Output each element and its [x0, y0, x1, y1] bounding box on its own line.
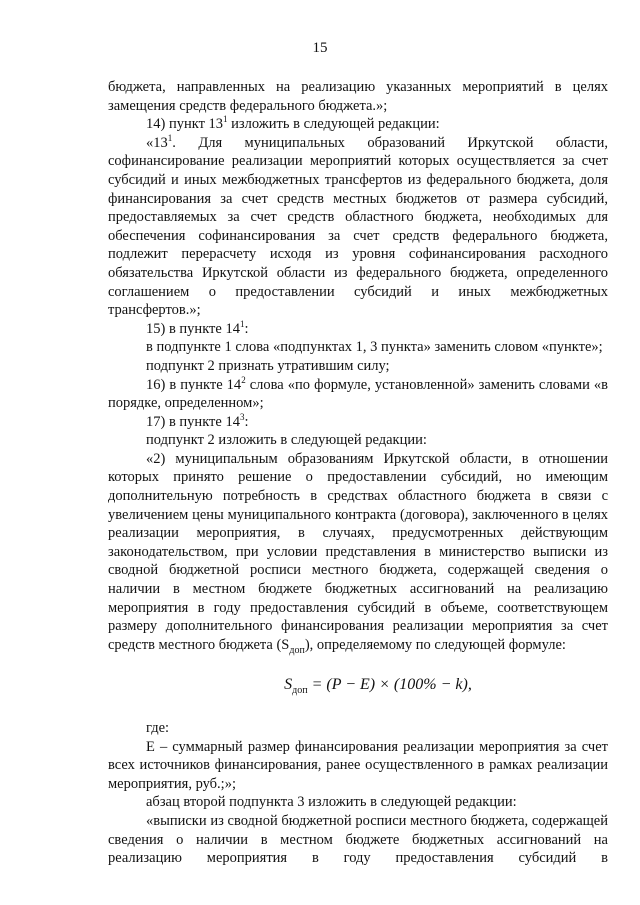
paragraph-8: 17) в пункте $14^3$:: [146, 411, 249, 430]
paragraph-2: 14) пункт $13^1$ изложить в следующей редакции:: [146, 114, 440, 133]
paragraph-10: «2) муниципальным образованиям Иркутской области, в отношении которых принято решение о предоставлении субсидий, но имеющим дополнительную потребность в средствах областного бюджета в связи с увеличением цены муниципального контракта (договора), заключенного в целях реализации мероприятия, в случаях, предусмотренных действующим законодательством, при условии представления в министерство выписки из сводной бюджетной росписи местного бюджета, содержащей сведения о наличии в местном бюджете бюджетных ассигнований на реализацию мероприятия в году предоставления субсидий в объеме, соответствующем размеру дополнительного финансирования реализации мероприятия за счет средств местного бюджета $(S_{доп})$, определяемому по следующей формуле:: [108, 450, 608, 656]
paragraph-9: подпункт 2 изложить в следующей редакции:: [146, 432, 427, 449]
paragraph-6: подпункт 2 признать утратившим силу;: [146, 357, 390, 374]
paragraph-12: E – суммарный размер финансирования реализации мероприятия за счет всех источников финансирования, ранее осуществленного в рамках реализации мероприятия, руб.;»;: [108, 738, 608, 792]
paragraph-7: 16) в пункте $14^2$ слова «по формуле, установленной» заменить словами «в порядке, определенном»;: [108, 374, 609, 412]
paragraph-where: где:: [146, 720, 170, 737]
paragraph-1: бюджета, направленных на реализацию указанных мероприятий в целях замещения средств федерального бюджета.»;: [108, 79, 608, 114]
paragraph-13: абзац второй подпункта 3 изложить в следующей редакции:: [146, 794, 517, 811]
document-body: [108, 78, 608, 868]
paragraph-3: «$13^1$. Для муниципальных образований Иркутской области, софинансирование реализации мероприятий которых осуществляется за счет субсидий и иных межбюджетных трансфертов из федерального бюджета, доля финансирования за счет средств местных бюджетов от размера субсидий, предоставляемых за счет средств областного бюджета, необходимых для обеспечения софинансирования за счет средств федерального бюджета, подлежит перерасчету исходя из уровня софинансирования расходного обязательства Иркутской области из федерального бюджета, определенного соглашением о предоставлении субсидий и иных межбюджетных трансфертов.»;: [108, 132, 608, 319]
paragraph-4: 15) в пункте $14^1$:: [146, 318, 249, 337]
paragraph-5: в подпункте 1 слова «подпунктах 1, 3 пункта» заменить словом «пункте»;: [146, 339, 603, 356]
formula: $S_{доп} = (P - E) \times (100\% - k)$,: [284, 676, 472, 697]
paragraph-14: «выписки из сводной бюджетной росписи местного бюджета, содержащей сведения о наличии в местном бюджете бюджетных ассигнований на реализацию мероприятия в году предоставления субсидий в: [108, 813, 608, 867]
page-number: 15: [312, 40, 328, 56]
